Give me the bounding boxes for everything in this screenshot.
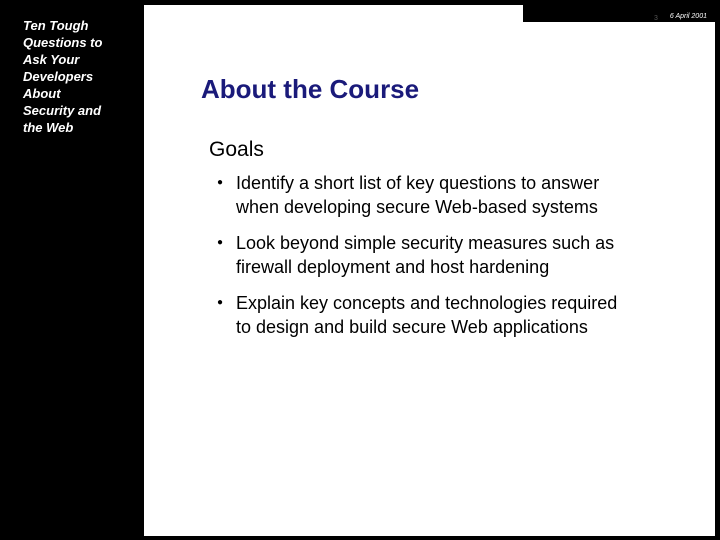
slide-date: 6 April 2001 [669,13,707,20]
course-title-line: Ten Tough [23,18,89,33]
header-band [523,5,715,22]
list-item-text [236,171,599,219]
course-title-line: Security and [23,103,102,118]
list-item [217,231,687,279]
list-item-line: Look beyond simple security measures such as [236,233,615,253]
section-heading: Goals [209,138,264,161]
slide-title: About the Course [201,74,420,104]
course-title-line: Questions to [23,35,103,50]
list-item [217,291,687,339]
page-number: 3 [654,15,658,22]
list-item-line: firewall deployment and host hardening [236,257,550,277]
list-item-line: Explain key concepts and technologies required [236,293,618,313]
course-title-line: Developers [23,69,94,84]
list-item-line: to design and build secure Web applications [236,317,588,337]
course-title-line: Ask Your [23,52,80,67]
bullet-icon: ● [217,177,224,188]
bullet-icon: ● [217,237,224,248]
list-item-text [236,231,614,279]
course-title-line: About [23,86,61,101]
list-item-text [236,291,617,339]
bullet-icon: ● [217,297,224,308]
list-item-line: Identify a short list of key questions to answer [236,173,600,193]
course-title-line: the Web [23,120,74,135]
list-item-line: when developing secure Web-based systems [236,197,598,217]
goals-list [217,171,687,351]
course-title [23,17,133,136]
list-item [217,171,687,219]
